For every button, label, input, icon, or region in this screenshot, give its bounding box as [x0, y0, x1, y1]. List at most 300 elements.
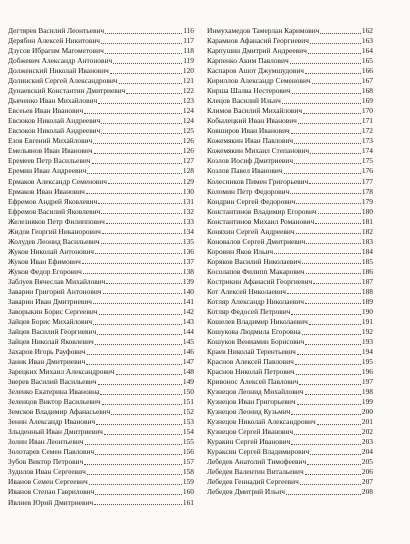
index-entry — [8, 237, 194, 247]
index-entry — [8, 437, 194, 447]
entry-page-number: 126 — [182, 146, 194, 156]
entry-name: Колесников Пимен Григорьевич — [207, 176, 309, 186]
entry-page-number: 207 — [361, 477, 373, 487]
entry-name: Зеленцов Виктор Васильевич — [8, 397, 101, 407]
dot-leader — [313, 283, 361, 284]
dot-leader — [317, 424, 361, 425]
index-column-left — [8, 26, 194, 508]
entry-page-number: 190 — [361, 306, 373, 316]
dot-leader — [295, 364, 361, 365]
index-entry — [207, 337, 373, 347]
dot-leader — [96, 424, 182, 425]
entry-name: Кузнецов Леонид Кузьмич — [207, 407, 291, 417]
dot-leader — [290, 193, 361, 194]
entry-name: Заворыкин Борис Сергеевич — [8, 306, 98, 316]
entry-name: Зайцев Василий Георгиевич — [8, 326, 97, 336]
entry-name: Лебедев Анатолий Тимофеевич — [207, 457, 307, 467]
dot-leader — [98, 103, 182, 104]
entry-name: Долинский Сергей Александрович — [8, 76, 118, 86]
index-entry — [8, 227, 194, 237]
index-entry — [8, 86, 194, 96]
index-entry — [207, 377, 373, 387]
entry-name: Зудилов Иван Сергеевич — [8, 467, 86, 477]
dot-leader — [294, 163, 361, 164]
entry-name: Золотарев Семен Павлович — [8, 447, 95, 457]
index-entry — [207, 197, 373, 207]
index-entry — [207, 146, 373, 156]
entry-page-number: 117 — [183, 36, 194, 46]
entry-page-number: 171 — [361, 116, 373, 126]
index-entry — [207, 26, 373, 36]
entry-name: Кот Алексей Николаевич — [207, 286, 286, 296]
dot-leader — [305, 73, 361, 74]
entry-name: Емельянов Иван Иванович — [8, 146, 93, 156]
entry-page-number: 149 — [182, 377, 194, 387]
dot-leader — [294, 143, 361, 144]
entry-name: Захаров Игорь Рауфович — [8, 347, 86, 357]
dot-leader — [110, 73, 182, 74]
dot-leader — [284, 173, 361, 174]
entry-name: Инмухамедов Тамерлан Каримович — [207, 26, 320, 36]
entry-name: Кожемякин Михаил Степанович — [207, 146, 310, 156]
entry-page-number: 183 — [361, 236, 373, 246]
entry-page-number: 182 — [361, 226, 373, 236]
entry-name: Долженский Николай Иванович — [8, 66, 109, 76]
entry-name: Кобылецкий Иван Иванович — [207, 116, 297, 126]
entry-page-number: 160 — [182, 487, 194, 497]
entry-page-number: 163 — [361, 36, 373, 46]
entry-name: Лебедев Геннадий Сергеевич — [207, 477, 299, 487]
index-entry — [207, 417, 373, 427]
entry-page-number: 157 — [182, 457, 194, 467]
entry-page-number: 130 — [182, 186, 194, 196]
entry-name: Косолапов Филипп Макарович — [207, 266, 305, 276]
index-entry — [8, 347, 194, 357]
index-entry — [8, 397, 194, 407]
entry-name: Ковширов Иван Иванович — [207, 126, 290, 136]
dot-leader — [84, 113, 182, 114]
index-entry — [8, 116, 194, 126]
entry-page-number: 127 — [182, 156, 194, 166]
dot-leader — [296, 374, 361, 375]
entry-page-number: 176 — [361, 166, 373, 176]
entry-page-number: 124 — [182, 116, 194, 126]
dot-leader — [294, 434, 361, 435]
entry-page-number: 167 — [361, 76, 373, 86]
entry-name: Кузнецов Сергей Иванович — [207, 427, 294, 437]
index-entry — [207, 106, 373, 116]
entry-page-number: 125 — [182, 126, 194, 136]
entry-name: Дьяченко Иван Михайлович — [8, 96, 98, 106]
index-entry — [8, 26, 194, 36]
entry-page-number: 168 — [361, 86, 373, 96]
index-entry — [207, 166, 373, 176]
dot-leader — [87, 354, 182, 355]
index-entry — [8, 427, 194, 437]
entry-name: Кожемякин Иван Павлович — [207, 136, 294, 146]
entry-page-number: 135 — [182, 236, 194, 246]
entry-page-number: 195 — [361, 357, 373, 367]
entry-page-number: 196 — [361, 367, 373, 377]
index-entry — [207, 237, 373, 247]
entry-page-number: 193 — [361, 337, 373, 346]
entry-page-number: 131 — [182, 196, 194, 206]
dot-leader — [102, 233, 182, 234]
dot-leader — [101, 43, 182, 44]
dot-leader — [126, 93, 181, 94]
dot-leader — [101, 243, 182, 244]
entry-page-number: 202 — [361, 427, 373, 437]
index-entry — [8, 487, 194, 497]
dot-leader — [87, 474, 182, 475]
dot-leader — [282, 103, 361, 104]
index-entry — [8, 407, 194, 417]
dot-leader — [94, 153, 182, 154]
entry-page-number: 166 — [361, 66, 373, 76]
entry-name: Кириллов Александр Семенович — [207, 76, 311, 86]
index-entry — [8, 467, 194, 477]
entry-name: Коряков Василий Николаевич — [207, 256, 302, 266]
entry-page-number: 186 — [361, 266, 373, 276]
dot-leader — [297, 404, 361, 405]
dot-leader — [113, 63, 182, 64]
entry-name: Кострикин Афанасий Георгиевич — [207, 276, 313, 286]
entry-page-number: 187 — [361, 276, 373, 286]
entry-name: Кошукова Людмила Егоровна — [207, 326, 301, 336]
index-entry — [207, 487, 373, 497]
index-entry — [207, 367, 373, 377]
index-entry — [207, 397, 373, 407]
entry-page-number: 154 — [182, 427, 194, 437]
entry-page-number: 208 — [361, 487, 373, 497]
entry-name: Железняков Петр Филиппович — [8, 216, 105, 226]
dot-leader — [105, 53, 182, 54]
entry-name: Кузнецов Иван Григорьевич — [207, 397, 296, 407]
entry-page-number: 180 — [361, 206, 373, 216]
dot-leader — [302, 263, 361, 264]
entry-page-number: 118 — [183, 46, 194, 56]
index-entry — [8, 387, 194, 397]
index-entry — [8, 297, 194, 307]
index-entry — [8, 166, 194, 176]
entry-name: Зарецких Михаил Александрович — [8, 367, 115, 377]
entry-page-number: 194 — [361, 347, 373, 357]
entry-page-number: 119 — [183, 56, 194, 66]
entry-page-number: 203 — [361, 437, 373, 447]
index-entry — [8, 267, 194, 277]
entry-page-number: 165 — [361, 56, 373, 66]
dot-leader — [309, 183, 361, 184]
entry-page-number: 175 — [361, 156, 373, 166]
dot-leader — [310, 43, 361, 44]
index-entry — [8, 257, 194, 267]
dot-leader — [102, 404, 182, 405]
entry-page-number: 162 — [361, 26, 373, 36]
entry-name: Кондрин Сергей Федорович — [207, 196, 296, 206]
entry-name: Жуков Николай Антонович — [8, 246, 95, 256]
entry-page-number: 124 — [182, 106, 194, 116]
entry-name: Золин Иван Леонтьевич — [8, 437, 84, 447]
dot-leader — [298, 123, 361, 124]
dot-leader — [101, 133, 182, 134]
index-entry — [207, 36, 373, 46]
dot-leader — [291, 444, 361, 445]
entry-name: Коломин Петр Федорович — [207, 186, 290, 196]
entry-name: Клецов Василий Ильич — [207, 96, 281, 106]
index-entry — [207, 347, 373, 357]
entry-name: Карамнов Афанасий Георгиевич — [207, 36, 309, 46]
index-entry — [8, 136, 194, 146]
dot-leader — [103, 293, 182, 294]
index-column-right — [207, 26, 373, 497]
entry-page-number: 146 — [182, 347, 194, 357]
dot-leader — [106, 223, 182, 224]
entry-name: Злыденный Иван Дмитриевич — [8, 427, 103, 437]
dot-leader — [305, 394, 361, 395]
dot-leader — [299, 384, 361, 385]
index-entry — [8, 126, 194, 136]
entry-name: Краснов Николай Петрович — [207, 367, 295, 377]
dot-leader — [302, 334, 361, 335]
dot-leader — [99, 314, 182, 315]
dot-leader — [98, 384, 182, 385]
entry-page-number: 128 — [182, 166, 194, 176]
entry-page-number: 140 — [182, 286, 194, 296]
dot-leader — [111, 414, 181, 415]
index-entry — [8, 76, 194, 86]
entry-name: Зверев Василий Васильевич — [8, 377, 97, 387]
entry-name: Карпенко Аким Павлович — [207, 56, 289, 66]
entry-page-number: 144 — [182, 326, 194, 336]
index-entry — [8, 36, 194, 46]
entry-page-number: 123 — [182, 96, 194, 106]
entry-page-number: 188 — [361, 286, 373, 296]
index-entry — [8, 96, 194, 106]
index-entry — [207, 207, 373, 217]
index-entry — [207, 437, 373, 447]
dot-leader — [300, 484, 361, 485]
entry-name: Заник Иван Дмитриевич — [8, 357, 86, 367]
entry-name: Зенин Александр Иванович — [8, 417, 96, 427]
entry-name: Жуков Федор Егорович — [8, 266, 82, 276]
entry-page-number: 126 — [182, 136, 194, 146]
dot-leader — [296, 203, 360, 204]
entry-page-number: 137 — [182, 256, 194, 266]
dot-leader — [105, 33, 182, 34]
entry-name: Краснов Алексей Павлович — [207, 357, 294, 367]
entry-name: Ермаков Александр Семенович — [8, 176, 107, 186]
dot-leader — [95, 253, 182, 254]
entry-name: Дзусов Ибрагим Магометович — [8, 46, 104, 56]
index-entry — [8, 377, 194, 387]
index-entry — [207, 56, 373, 66]
entry-name: Лебедев Валентин Витальевич — [207, 467, 304, 477]
dot-leader — [305, 344, 360, 345]
index-entry — [207, 277, 373, 287]
index-entry — [8, 477, 194, 487]
dot-leader — [291, 133, 361, 134]
entry-page-number: 152 — [182, 407, 194, 417]
entry-name: Куракин Сергей Иванович — [207, 437, 291, 447]
entry-name: Евсеьев Иван Иванович — [8, 106, 84, 116]
entry-page-number: 174 — [361, 146, 373, 156]
entry-page-number: 181 — [361, 216, 373, 226]
entry-name: Котляр Александр Николаевич — [207, 296, 304, 306]
entry-page-number: 189 — [361, 296, 373, 306]
entry-name: Езов Евгений Михайлович — [8, 136, 93, 146]
index-entry — [207, 247, 373, 257]
entry-page-number: 173 — [361, 136, 373, 146]
index-entry — [207, 126, 373, 136]
index-entry — [207, 457, 373, 467]
entry-name: Коровин Яков Ильич — [207, 246, 274, 256]
index-entry — [207, 66, 373, 76]
entry-name: Иванов Семен Сергеевич — [8, 477, 88, 487]
entry-page-number: 177 — [361, 176, 373, 186]
index-entry — [8, 217, 194, 227]
entry-page-number: 200 — [361, 407, 373, 417]
index-entry — [8, 317, 194, 327]
entry-name: Кирша Шалва Нестерович — [207, 86, 291, 96]
index-entry — [8, 457, 194, 467]
entry-name: Карпушин Дмитрий Андреевич — [207, 46, 307, 56]
dot-leader — [310, 153, 361, 154]
index-entry — [8, 197, 194, 207]
index-entry — [207, 217, 373, 227]
entry-name: Ивлиев Юрий Дмитриевич — [8, 497, 94, 507]
index-entry — [207, 187, 373, 197]
entry-name: Заблуев Вячеслав Михайлович — [8, 276, 106, 286]
dot-leader — [98, 203, 182, 204]
dot-leader — [312, 83, 361, 84]
entry-page-number: 159 — [182, 477, 194, 487]
index-entry — [8, 327, 194, 337]
dot-leader — [315, 223, 361, 224]
dot-leader — [305, 303, 361, 304]
index-entry — [207, 317, 373, 327]
index-entry — [207, 257, 373, 267]
entry-name: Кривонос Алексей Павлович — [207, 377, 299, 387]
entry-name: Дунаевский Константин Дмитриевич — [8, 86, 126, 96]
index-entry — [207, 227, 373, 237]
entry-page-number: 145 — [182, 337, 194, 346]
index-entry — [8, 176, 194, 186]
index-entry — [207, 427, 373, 437]
index-entry — [207, 136, 373, 146]
entry-page-number: 139 — [182, 276, 194, 286]
dot-leader — [95, 494, 181, 495]
dot-leader — [87, 173, 182, 174]
entry-page-number: 143 — [182, 316, 194, 326]
index-entry — [207, 357, 373, 367]
dot-leader — [310, 454, 361, 455]
dot-leader — [86, 193, 182, 194]
dot-leader — [92, 163, 182, 164]
index-entry — [8, 46, 194, 56]
dot-leader — [297, 354, 361, 355]
dot-leader — [309, 324, 361, 325]
entry-page-number: 116 — [183, 26, 194, 36]
dot-leader — [93, 324, 182, 325]
entry-name: Ефремов Андрей Яковлевич — [8, 196, 98, 206]
entry-page-number: 138 — [182, 266, 194, 276]
entry-name: Жуков Иван Ефимович — [8, 256, 81, 266]
index-entry — [207, 267, 373, 277]
dot-leader — [296, 233, 361, 234]
entry-name: Заварин Григорий Антонович — [8, 286, 102, 296]
index-entry — [207, 86, 373, 96]
entry-page-number: 150 — [182, 387, 194, 397]
entry-page-number: 206 — [361, 467, 373, 477]
index-entry — [8, 367, 194, 377]
dot-leader — [83, 273, 182, 274]
dot-leader — [292, 93, 361, 94]
entry-name: Еремеев Петр Васильевич — [8, 156, 91, 166]
entry-name: Коняхин Сергей Андреевич — [207, 226, 295, 236]
entry-page-number: 204 — [361, 447, 373, 457]
entry-page-number: 164 — [361, 46, 373, 56]
index-entry — [207, 96, 373, 106]
entry-page-number: 133 — [182, 216, 194, 226]
entry-name: Дерябин Алексей Никитович — [8, 36, 101, 46]
index-entry — [207, 116, 373, 126]
entry-name: Зеленко Екатерина Ивановна — [8, 387, 100, 397]
entry-page-number: 184 — [361, 246, 373, 256]
dot-leader — [306, 243, 360, 244]
dot-leader — [318, 213, 361, 214]
index-entry — [8, 417, 194, 427]
dot-leader — [95, 344, 182, 345]
dot-leader — [287, 293, 361, 294]
dot-leader — [104, 434, 182, 435]
dot-leader — [291, 414, 361, 415]
dot-leader — [106, 283, 181, 284]
entry-name: Земсков Владимир Афанасьевич — [8, 407, 111, 417]
index-entry — [207, 327, 373, 337]
entry-name: Зубов Виктор Петрович — [8, 457, 84, 467]
entry-page-number: 158 — [182, 467, 194, 477]
entry-name: Ефремов Василий Яковлевич — [8, 206, 101, 216]
entry-name: Козлов Павел Иванович — [207, 166, 283, 176]
dot-leader — [84, 464, 182, 465]
dot-leader — [274, 253, 361, 254]
dot-leader — [101, 213, 182, 214]
index-entry — [207, 407, 373, 417]
index-entry — [207, 287, 373, 297]
entry-name: Евсюков Николай Андреевич — [8, 116, 101, 126]
entry-page-number: 129 — [182, 176, 194, 186]
index-entry — [8, 307, 194, 317]
dot-leader — [100, 394, 182, 395]
dot-leader — [101, 123, 182, 124]
entry-name: Ермаков Иван Иванович — [8, 186, 85, 196]
entry-name: Добжевич Александр Антонович — [8, 56, 113, 66]
entry-page-number: 121 — [182, 76, 194, 86]
entry-page-number: 172 — [361, 126, 373, 136]
index-entry — [8, 207, 194, 217]
index-entry — [207, 477, 373, 487]
index-entry — [207, 76, 373, 86]
entry-page-number: 153 — [182, 417, 194, 427]
entry-name: Лебедев Дмитрий Ильич — [207, 487, 285, 497]
entry-page-number: 201 — [361, 417, 373, 427]
entry-name: Жолудев Леонид Васильевич — [8, 236, 100, 246]
entry-name: Иванов Степан Гаврилович — [8, 487, 95, 497]
entry-page-number: 155 — [182, 437, 194, 447]
dot-leader — [82, 263, 182, 264]
entry-name: Константинов Михаил Романович — [207, 216, 315, 226]
dot-leader — [291, 314, 360, 315]
